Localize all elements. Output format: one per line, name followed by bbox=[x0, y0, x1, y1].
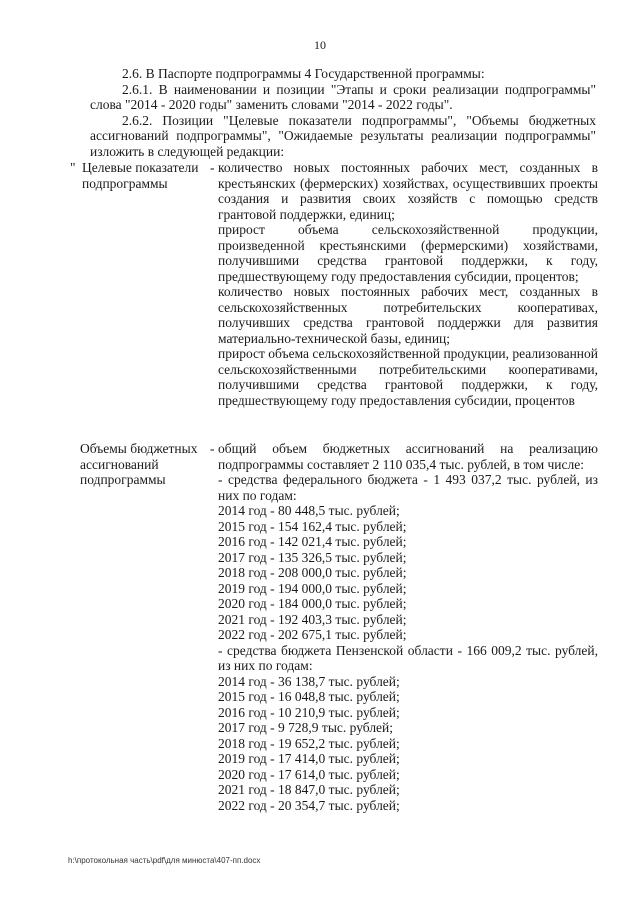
intro-paragraph-2-6-1: 2.6.1. В наименовании и позиции "Этапы и сроки реализации подпрограммы" слова "2014 - 2020 годы" заменить словами "2014 - 2022 годы". bbox=[90, 81, 596, 112]
intro-paragraph-2-6-2: 2.6.2. Позиции "Целевые показатели подпрограммы", "Объемы бюджетных ассигнований подпрограммы", "Ожидаемые результаты реализации подпрограммы" изложить в следующей редакции: bbox=[90, 112, 596, 159]
federal-year-line: 2022 год - 202 675,1 тыс. рублей; bbox=[218, 627, 407, 642]
federal-budget-header: - средства федерального бюджета - 1 493 037,2 тыс. рублей, из них по годам: bbox=[218, 472, 598, 503]
federal-year-line: 2014 год - 80 448,5 тыс. рублей; bbox=[218, 503, 400, 518]
regional-year-line: 2020 год - 17 614,0 тыс. рублей; bbox=[218, 766, 400, 782]
federal-year-line: 2019 год - 194 000,0 тыс. рублей; bbox=[218, 580, 407, 596]
row-dash: - bbox=[210, 441, 215, 456]
federal-year-line: 2020 год - 184 000,0 тыс. рублей; bbox=[218, 596, 407, 611]
intro-section bbox=[90, 66, 596, 159]
federal-year-line: 2021 год - 192 403,3 тыс. рублей; bbox=[218, 611, 407, 627]
regional-year-line: 2017 год - 9 728,9 тыс. рублей; bbox=[218, 720, 394, 735]
regional-year-line: 2019 год - 17 414,0 тыс. рублей; bbox=[218, 751, 400, 766]
regional-year-line: 2018 год - 19 652,2 тыс. рублей; bbox=[218, 735, 400, 751]
row-label-target-indicators: Целевые показатели подпрограммы bbox=[82, 160, 199, 191]
regional-year-line: 2021 год - 18 847,0 тыс. рублей; bbox=[218, 782, 400, 797]
indicator-paragraph: прирост объема сельскохозяйственной продукции, реализованной сельскохозяйственными потребительскими кооперативами, получившими средства грантовой поддержки, к году, предшествующему году предоставления субсидии, процентов bbox=[218, 346, 598, 408]
regional-year-line: 2022 год - 20 354,7 тыс. рублей; bbox=[218, 797, 400, 813]
federal-year-line: 2018 год - 208 000,0 тыс. рублей; bbox=[218, 565, 407, 580]
page-number: 10 bbox=[314, 38, 326, 52]
regional-year-line: 2014 год - 36 138,7 тыс. рублей; bbox=[218, 673, 400, 689]
opening-quote: " bbox=[70, 160, 76, 175]
regional-year-line: 2015 год - 16 048,8 тыс. рублей; bbox=[218, 689, 400, 704]
row-label-budget-allocations: Объемы бюджетных ассигнований подпрограммы bbox=[80, 441, 198, 487]
federal-year-line: 2016 год - 142 021,4 тыс. рублей; bbox=[218, 534, 407, 549]
indicator-paragraph: количество новых постоянных рабочих мест, созданных в крестьянских (фермерских) хозяйствах, осуществивших проекты создания и развития своих хозяйств с помощью средств грантовой поддержки, единиц; bbox=[218, 160, 598, 222]
row-dash: - bbox=[210, 160, 215, 175]
federal-year-line: 2015 год - 154 162,4 тыс. рублей; bbox=[218, 518, 407, 534]
indicator-paragraph: количество новых постоянных рабочих мест, созданных в сельскохозяйственных потребительских кооперативах, получивших средства грантовой поддержки для развития материально-технической базы, единиц; bbox=[218, 284, 598, 346]
row-content-target-indicators bbox=[218, 160, 598, 408]
indicator-paragraph: прирост объема сельскохозяйственной продукции, произведенной крестьянскими (фермерскими) хозяйствами, получившими средства грантовой поддержки, к году, предшествующему году предоставления субсидии, процентов; bbox=[218, 222, 598, 284]
file-path-footer: h:\протокольная часть\pdf\для минюста\407-пп.docx bbox=[68, 856, 261, 865]
budget-total: общий объем бюджетных ассигнований на реализацию подпрограммы составляет 2 110 035,4 тыс. рублей, в том числе: bbox=[218, 441, 598, 472]
federal-year-line: 2017 год - 135 326,5 тыс. рублей; bbox=[218, 549, 407, 565]
intro-paragraph-2-6: 2.6. В Паспорте подпрограммы 4 Государственной программы: bbox=[122, 66, 485, 81]
row-content-budget-allocations bbox=[218, 441, 598, 813]
regional-budget-header: - средства бюджета Пензенской области - 166 009,2 тыс. рублей, из них по годам: bbox=[218, 642, 598, 673]
regional-year-line: 2016 год - 10 210,9 тыс. рублей; bbox=[218, 704, 400, 720]
